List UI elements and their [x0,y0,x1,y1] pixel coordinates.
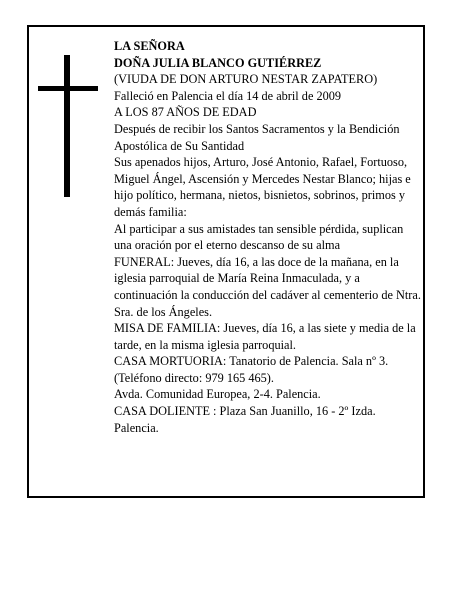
family-paragraph: Sus apenados hijos, Arturo, José Antonio, Rafael, Fortuoso, Miguel Ángel, Ascensión y Mercedes Nestar Blanco; hijas e hijo político, hermana, nietos, bisnietos, sobrinos, primos y demás familia: [114,155,411,219]
sacraments-paragraph: Después de recibir los Santos Sacramentos y la Bendición Apostólica de Su Santidad [114,121,400,153]
cross-horizontal-bar [38,86,98,91]
deceased-name: DOÑA JULIA BLANCO GUTIÉRREZ [114,55,322,70]
avenue-line: Avda. Comunidad Europea, 2-4. Palencia. [114,387,321,402]
funeral-paragraph: FUNERAL: Jueves, día 16, a las doce de la mañana, en la iglesia parroquial de María Reina Inmaculada, y a continuación la conducción del cadáver al cementerio de Ntra. Sra. de los Ángeles. [114,254,421,319]
age-line: A LOS 87 AÑOS DE EDAD [114,105,257,120]
family-mass-paragraph: MISA DE FAMILIA: Jueves, día 16, a las siete y media de la tarde, en la misma iglesia parroquial. [114,321,416,352]
widow-line: (VIUDA DE DON ARTURO NESTAR ZAPATERO) [114,72,378,87]
obituary-text [114,38,422,436]
mortuary-paragraph: CASA MORTUORIA: Tanatorio de Palencia. Sala nº 3. (Teléfono directo: 979 165 465). [114,354,389,385]
death-date-line: Falleció en Palencia el día 14 de abril de 2009 [114,88,342,103]
cross-icon [38,55,98,197]
mourning-home-paragraph: CASA DOLIENTE : Plaza San Juanillo, 16 - 2º Izda. Palencia. [114,404,376,435]
cross-vertical-bar [64,55,70,197]
title-line: LA SEÑORA [114,39,185,53]
prayer-request-paragraph: Al participar a sus amistades tan sensible pérdida, suplican una oración por el eterno descanso de su alma [114,221,404,253]
